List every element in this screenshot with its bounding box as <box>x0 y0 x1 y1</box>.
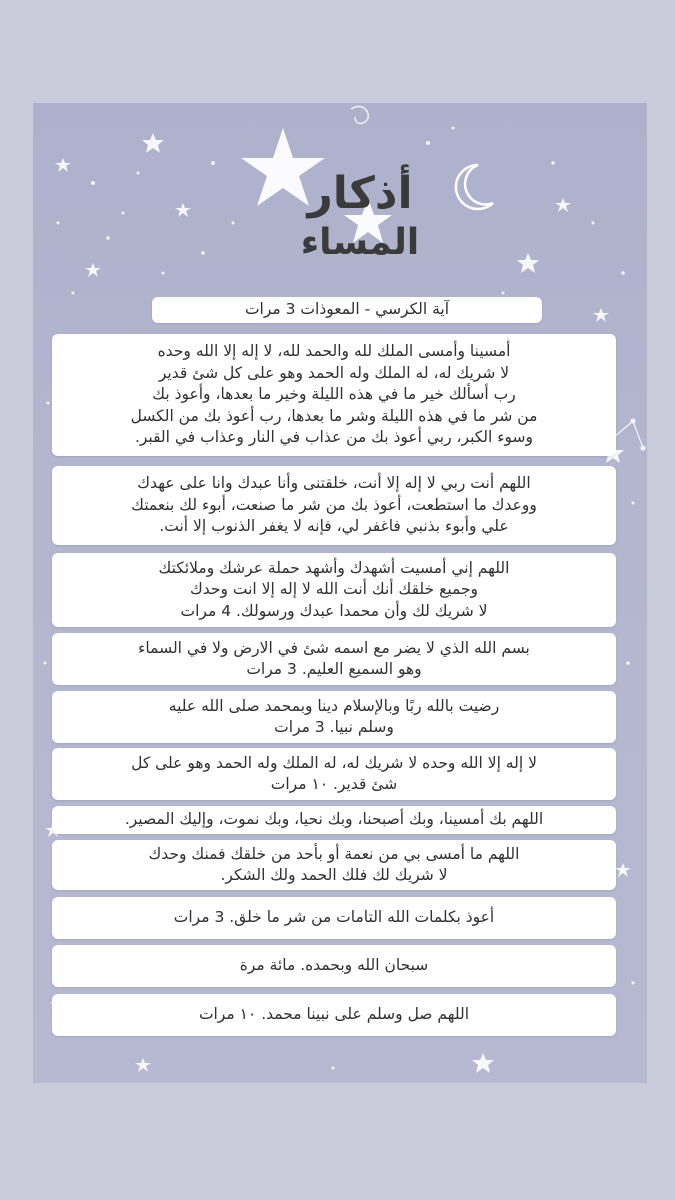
dhikr-text: أمسينا وأمسى الملك لله والحمد لله، لا إله إلا الله وحده لا شريك له، له الملك وله الحمد وهو على كل شئ قدير رب أسألك خير ما في هذه الليلة وخير ما بعدها، وأعوذ بك من شر ما في هذه الليلة وشر ما بعدها، رب أعوذ بك من الكسل وسوء الكبر، ربي أعوذ بك من عذاب في النار وعذاب في القبر. <box>130 342 538 447</box>
dhikr-text: بسم الله الذي لا يضر مع اسمه شئ في الارض ولا في السماء وهو السميع العليم. 3 مرات <box>138 638 530 678</box>
dhikr-card <box>52 897 616 939</box>
dhikr-card <box>52 466 616 545</box>
dhikr-card <box>52 334 616 456</box>
dhikr-text: سبحان الله وبحمده. مائة مرة <box>239 956 429 975</box>
dhikr-text: اللهم إني أمسيت أشهدك وأشهد حملة عرشك وملائكتك وجميع خلقك أنك أنت الله لا إله إلا انت وحدك لا شريك لك وأن محمدا عبدك ورسولك. 4 مرات <box>158 558 510 620</box>
dhikr-text: اللهم ما أمسى بي من نعمة أو بأحد من خلقك فمنك وحدك لا شريك لك فلك الحمد ولك الشكر. <box>148 844 520 884</box>
dhikr-text: اللهم بك أمسينا، وبك أصبحنا، وبك نحيا، وبك نموت، وإليك المصير. <box>124 810 544 829</box>
small-star-icon <box>615 863 631 877</box>
dhikr-card <box>152 297 542 323</box>
dhikr-card <box>52 945 616 987</box>
swirl-icon <box>351 106 368 123</box>
dhikr-card <box>52 806 616 834</box>
dhikr-text: اللهم أنت ربي لا إله إلا أنت، خلقتنى وأنا عبدك وانا على عهدك ووعدك ما استطعت، أعوذ بك من شر ما صنعت، أبوء لك بنعمتك علي وأبوء بذنبي فاغفر لي، فإنه لا يغفر الذنوب إلا أنت. <box>131 474 537 536</box>
small-star-icon <box>85 263 101 277</box>
small-star-icon <box>135 1058 151 1072</box>
page-title-line2: المساء <box>300 222 420 263</box>
dhikr-card <box>52 840 616 890</box>
page-title-line1: أذكار <box>307 168 413 219</box>
dhikr-card <box>52 553 616 627</box>
dhikr-text: آية الكرسي - المعوذات 3 مرات <box>244 300 450 319</box>
dhikr-text: لا إله إلا الله وحده لا شريك له، له الملك وله الحمد وهو على كل شئ قدير. ١٠ مرات <box>131 753 537 793</box>
small-star-icon <box>472 1053 494 1073</box>
dhikr-text: أعوذ بكلمات الله التامات من شر ما خلق. 3 مرات <box>173 908 495 927</box>
dhikr-card <box>52 633 616 685</box>
dhikr-card <box>52 748 616 800</box>
small-star-icon <box>593 308 609 322</box>
dhikr-card <box>52 994 616 1036</box>
dhikr-text: رضيت بالله ربًا وبالإسلام دينا وبمحمد صلى الله عليه وسلم نبيا. 3 مرات <box>168 696 500 736</box>
small-star-icon <box>142 133 164 153</box>
dhikr-card <box>52 691 616 743</box>
dhikr-text: اللهم صل وسلم على نبينا محمد. ١٠ مرات <box>198 1005 470 1024</box>
